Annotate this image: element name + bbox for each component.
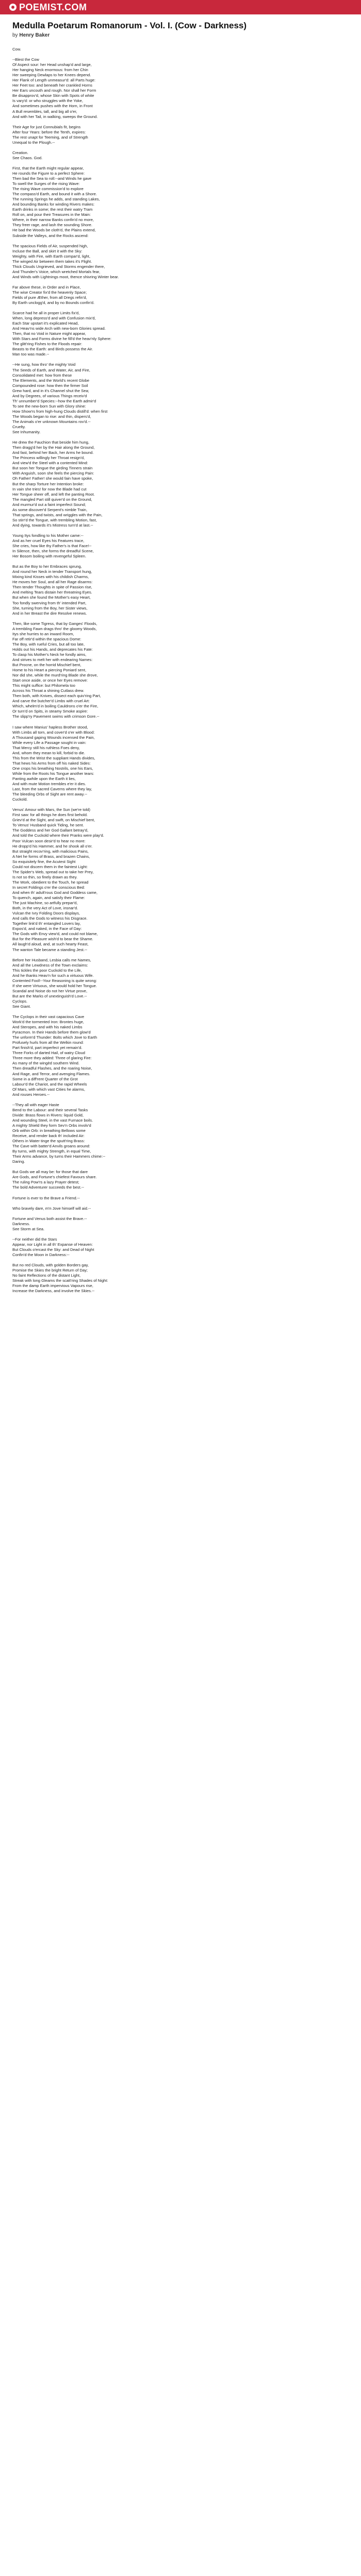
poem-line: Bend to the Labour: and their several Tasks (12, 1107, 88, 1112)
poem-line: With Anguish, soon she feels the piercing Pain: (12, 471, 94, 476)
poem-line: And Steropes, and with his naked Limbs (12, 1025, 83, 1030)
byline-prefix: by (12, 32, 18, 38)
poem-line: The Cyclops in their vast capacious Cave (12, 1014, 85, 1020)
poem-line: Where, in their narrow Banks confin'd no more, (12, 217, 94, 223)
poem-line: While from the Roots his Tongue another tears: (12, 771, 94, 776)
poem-line: Pyracmon. In their Hands before them glow'd (12, 1030, 91, 1035)
poem-line: Daring. (12, 1159, 25, 1164)
poem-line: Then both, with Knives, dissect each quiv'ring Part, (12, 693, 101, 699)
poem-line: While every Life a Passage sought in vain: (12, 740, 87, 745)
poem-line: Then tender Thoughts in spite of Passion rise, (12, 585, 92, 590)
stanza (12, 244, 351, 280)
poem-line: Promise the Skies the bright Return of Day; (12, 1267, 88, 1273)
poem-line: A Net he forms of Brass, and brazen Chains, (12, 854, 90, 859)
poem-line: Then, that no Void in Nature might appear, (12, 331, 86, 336)
poem-line: And Thunder's Voice, which wretched Mortals fear, (12, 269, 101, 274)
poem-line: The spacious Fields of Air, suspended high, (12, 243, 88, 248)
poem-line: Venus' Amour with Mars, the Sun (we're told) (12, 807, 91, 812)
poem-line: Griev'd at the Sight, and swift, on Mischief bent, (12, 818, 95, 823)
poem-line: But Procne, on the horrid Mischief bent, (12, 663, 81, 668)
poem-line: Far above these, in Order and in Place, (12, 284, 81, 290)
stanza (12, 1263, 351, 1294)
stanza (12, 1216, 351, 1232)
poem-line: And wounding Steel, in the vast Furnace boils. (12, 1117, 93, 1123)
poem-line: From the damp Earth impervious Vapours rise, (12, 1283, 93, 1289)
poem-line: Both, in the very Act of Love, insnar'd. (12, 906, 78, 911)
stanza (12, 1237, 351, 1258)
poem-line: The Work, obedient to the Touch, he spread (12, 879, 89, 885)
poem-line: Then dragg'd her by the Hair along the Ground, (12, 445, 95, 450)
poem-line: But are the Marks of unextinguish'd Love.-- (12, 993, 87, 998)
poem-line: --For neither did the Stars (12, 1236, 57, 1242)
poem-line: Weighty, with Fire, with Earth compar'd, light, (12, 253, 90, 259)
poem-line: Mixing kind Kisses with his childish Charms, (12, 574, 89, 580)
poem-line: The winged Air between them takes it's Flight. (12, 259, 92, 264)
stanza (12, 362, 351, 435)
stanza (12, 166, 351, 239)
poem-line: The Boy, with rueful Cries, but all too late, (12, 641, 85, 647)
poem-line: Earth drinks in some; the rest their watry Tram (12, 207, 93, 212)
poem-line: Three more they added: Three of glaring Fire: (12, 1056, 92, 1061)
poem-line: He dropp'd his Hammer, and he shook all o'er. (12, 843, 93, 849)
poem-line: Confin'd the Moon in Darkness:-- (12, 1252, 70, 1257)
poem-line: Which, whelm'd in boiling Cauldrons o'er the Fire, (12, 704, 99, 709)
poem-line: The Princess willingly her Throat resign'd, (12, 455, 85, 461)
poem-line: He moves her Soul, and all her Rage disarms: (12, 580, 93, 585)
stanza (12, 958, 351, 1009)
poem-line: Cuckold. (12, 797, 28, 802)
poem-line: Subside the Valleys, and the Rocks ascend: (12, 233, 89, 238)
poem-line: Roll on, and pour their Treasures in the Main: (12, 212, 91, 217)
poem-line: A Bull resembles, tall, and big all o'er, (12, 109, 77, 114)
poem-line: Receive, and render back th' included Air: (12, 1133, 85, 1139)
poem-line: Part finish'd, part imperfect yet remain'd. (12, 1045, 83, 1050)
poem-line: A mighty Shield they form Sev'n Orbs involv'd (12, 1123, 91, 1128)
poem-line: And calls the Gods to witness his Disgrace. (12, 916, 88, 921)
stanza (12, 57, 351, 120)
stanza (12, 440, 351, 528)
poem-line: Others in Water tinge the sputt'ring Brass: (12, 1139, 85, 1144)
stanza (12, 47, 351, 52)
poem-line: The Animals o'er unknown Mountains rov'd.-- (12, 419, 91, 424)
poem-line: Grew hard, and in it's Channel shut the Sea; (12, 388, 89, 393)
poem-line: In secret Foldings o'er the conscious Bed: (12, 885, 85, 890)
poem-line: The compass'd Earth, and bound it with a Shore. (12, 192, 97, 197)
poem-line: And rouses Heroes.-- (12, 1092, 50, 1097)
poem-line: The bleeding Orbs of Sight are rent away.-- (12, 792, 88, 797)
top-bar (0, 0, 361, 14)
poem-line: The Cave with batter'd Anvils groans around: (12, 1144, 90, 1149)
poem-line: Their Age for just Connubials fit, begins (12, 124, 81, 129)
stanza (12, 621, 351, 720)
poem-line: And by Degrees, of various Things receiv'd (12, 393, 87, 398)
poem-line: Contented Fool!--Your Reasoning is quite wrong: (12, 978, 97, 983)
poem-line: How Show'rs from high-hung Clouds distill'd: when first (12, 409, 108, 414)
stanza (12, 1206, 351, 1211)
poem-line: Her Feet too: and beneath her crankled Horns (12, 83, 92, 88)
poem-line: And melting Tears distain her threatning Eyes. (12, 590, 92, 595)
poem-line: No faint Reflections of the distant Light, (12, 1273, 81, 1278)
poem-line: Creation. (12, 150, 28, 155)
poem-line: The bold Adventurer succeeds the best.-- (12, 1185, 84, 1190)
logo-icon (9, 4, 17, 11)
poem-line: She, turning from the Boy, her Sister views, (12, 605, 88, 611)
poem-line: Each Star upstart it's explicated Head, (12, 321, 79, 326)
poem-line: Start once aside, or once her Eyes remove: (12, 678, 88, 683)
main-content (0, 14, 361, 1294)
author-link[interactable]: Henry Baker (19, 32, 50, 38)
poem-line: The unform'd Thunder: Bolts which Jove to Earth (12, 1035, 97, 1040)
poem-line: And all the Lewdness of the Town exclaims: (12, 962, 88, 968)
poem-line: Across his Throat a shining Cutlass drew. (12, 688, 85, 693)
poem-line: Together link'd th' entangled Lovers lay, (12, 921, 81, 926)
poem-line: Labour'd the Chariot, and the rapid Wheels (12, 1081, 87, 1087)
poem-line: Poor Vulcan soon desir'd to hear no more: (12, 838, 86, 843)
poem-line: She cries, how like thy Father's is that Face!-- (12, 544, 92, 549)
poem-line: He drew the Fauchion that beside him hung, (12, 440, 90, 445)
poem-line: Thick Clouds Ungrieved, and Storms engender there, (12, 264, 105, 269)
poem-line: Consolidated met: how from these (12, 372, 72, 378)
poem-line: --Blest the Cow (12, 57, 39, 62)
poem-line: To clasp his Mother's Neck he fondly aims, (12, 652, 87, 657)
poem-line: The just Machine, so artfully prepar'd, (12, 901, 78, 906)
stanza (12, 1170, 351, 1190)
poem-line: But for the Pleasure wish'd to bear the Shame. (12, 937, 93, 942)
poem-line: That springs, and twists, and wriggles with the Pain, (12, 512, 103, 517)
poem-line: Some in a diff'rent Quarter of the Grot (12, 1076, 78, 1081)
poem-line: The Elements, and the World's recent Globe (12, 378, 90, 383)
poem-line: Before her Husband, Lesbia calls me Names, (12, 957, 91, 962)
poem-line: First saw: for all things he does first behold. (12, 812, 88, 818)
poem-line: Her Ears uncouth and rough. Nor shall her Form (12, 88, 96, 93)
poem-line: But Clouds o'ercast the Sky: and Dead of Night (12, 1247, 94, 1252)
poem-line: To quench, again, and satisfy their Flame: (12, 895, 85, 901)
poem-line: And, whom they mean to kill, forbid to die. (12, 750, 85, 755)
poem-line: And sometimes pushes with the Horn, in Front (12, 104, 93, 109)
poem-line: That Mercy still his ruthless Foes deny, (12, 745, 80, 750)
poem-line: He bad the Woods be cloth'd, the Plains extend, (12, 228, 96, 233)
poem-line: And in her Breast the dire Resolve renews. (12, 611, 87, 616)
poem-line: Then dreadful Flashes, and the roaring Noise, (12, 1066, 92, 1071)
poem-line: Who bravely dare, m'n Jove himself will aid.-- (12, 1206, 91, 1211)
poem-line: Beasts to the Earth: and Birds possess the Air. (12, 347, 93, 352)
poem-line: The slipp'ry Pavement swims with crimson Gore.-- (12, 714, 100, 719)
poem-line: Then bad the Sea to roll:--and Winds he gave (12, 176, 92, 181)
poem-line: Her Tongue sheer off, and left the panting Root. (12, 492, 95, 497)
poem-line: Are Gods, and Fortune's chiefest Favours share. (12, 1175, 97, 1180)
poem-line: Orb within Orb: in breathing Bellows some (12, 1128, 86, 1133)
byline (12, 32, 351, 39)
poem-line: That hews his Arms from off his naked Sides: (12, 760, 91, 766)
poem-line: The wanton Tale became a standing Jest.-- (12, 947, 88, 952)
poem-line: Increase the Darkness, and involve the Skies.-- (12, 1289, 95, 1294)
poem-line: One crops his breathing Nostrils, one his Ears, (12, 766, 93, 771)
poem-line: The Spider's Web, spread out to take her Prey, (12, 869, 94, 874)
poem-line: The rising Wave commission'd to explore (12, 187, 84, 192)
poem-line: A Thousand gaping Wounds incensed the Pain, (12, 735, 95, 740)
poem-line: But the sharp Torture her Intention broke: (12, 481, 84, 486)
poem-line: Her Flank of Length unmeasur'd: all Parts huge: (12, 78, 96, 83)
poem-line: Streak with long Gleams the scatt'ring Shades of Night: (12, 1278, 108, 1283)
poem-line: By turns, with mighty Strength, in equal Time, (12, 1149, 91, 1154)
poem-line: But as the Boy to her Embraces sprung, (12, 564, 82, 569)
poem-line: With Limbs all torn, and cover'd o'er with Blood: (12, 730, 95, 735)
poem-line: Too fondly swerving from th' intended Part, (12, 600, 87, 605)
poem-line: Oh Father! Father! she would fain have spoke, (12, 476, 93, 481)
poem-line: Her sweeping Dewlaps to her Knees depend. (12, 73, 91, 78)
poem-line: And Winds with Lightnings moot, thence shivring Winter bear. (12, 274, 119, 279)
stanza (12, 564, 351, 616)
poem-line: So exquisitely fine, the Acutest Sight (12, 859, 76, 864)
poem-line: And dying, towards it's Mistress turn'd at last.-- (12, 522, 93, 528)
poem-line: Or turn'd on Spits, in steamy Smoke aspire: (12, 709, 88, 714)
poem-line: To swell the Surges of the rising Wave: (12, 181, 80, 187)
poem-line: Divide: Brass flows in Rivers: liquid Gold, (12, 1112, 84, 1117)
poem-line: To see the new-born Sun with Glory shine: (12, 403, 86, 409)
poem-line: The wise Creator fix'd the heavenly Space; (12, 290, 87, 295)
poem-line: The rest unapt for Teeming, and of Strength (12, 134, 88, 140)
poem-line: He rounds the Figure to a perfect Sphere: (12, 171, 85, 176)
poem-line: And when th' adult'rous God and Goddess came, (12, 890, 98, 895)
poem-line: But soon her Tongue the girding Tinners strain (12, 466, 93, 471)
poem-line: When, long depress'd and with Confusion mix'd, (12, 316, 96, 321)
poem-line: But when she found the Mother's easy Heart, (12, 595, 91, 600)
poem-line: Expos'd, and naked, in the Face of Day: (12, 926, 82, 931)
poem-line: Panting awhile upon the Earth it lies, (12, 776, 76, 781)
site-logo[interactable] (9, 2, 87, 13)
poem-line: This from the Wrist the suppliant Hands divides, (12, 755, 95, 760)
poem-line: Appear, nor Light in all th' Expanse of Heaven: (12, 1242, 93, 1247)
poem-line: And fast, behind her Back, her Arms he bound. (12, 450, 94, 455)
poem-line: The mangled Part still quiver'd on the Ground, (12, 497, 92, 502)
poem-line: Cow. (12, 47, 21, 52)
poem-line: Is not so thin, so finely drawn as they. (12, 874, 78, 879)
stanza (12, 725, 351, 803)
poem-line: As some discover'd Serpent's nimble Train, (12, 507, 88, 512)
poem-line: Th' unnumber'd Species:--how the Earth admir'd (12, 398, 96, 403)
poem-line: And as her cruel Eyes his Features trace, (12, 538, 85, 543)
poem-line: And view'd the Steel with a contented Mind: (12, 461, 88, 466)
poem-line: The Gods with Envy view'd, and could not blame, (12, 931, 98, 937)
poem-line: Unequal to the Plough.-- (12, 140, 55, 145)
poem-line: Scarce had he all in proper Limits fix'd, (12, 311, 80, 316)
poem-line: Fortune and Venus both assist the Brave.-- (12, 1216, 87, 1221)
poem-title: Medulla Poetarum Romanorum - Vol. I. (Cow - Darkness) (12, 21, 247, 30)
poem-line: With Stars and Forms divine he fill'd the heav'nly Sphere: (12, 336, 111, 342)
poem-line: Fields of pure Æther, from all Dregs refin'd, (12, 295, 87, 300)
poem-line: This tickles the poor Cuckold to the Life, (12, 968, 82, 973)
poem-line: Itys she hurries to an inward Room, (12, 631, 74, 636)
poem-line: Be disapprov'd, whose Skin with Spots of white (12, 93, 94, 98)
poem-line: And murmur'd out a faint imperfect Sound; (12, 502, 86, 507)
poem-line: Vulcan the Ivry Folding Doors displays, (12, 911, 80, 916)
poem-line: Then, like some Tigress, that by Ganges' Floods, (12, 621, 97, 626)
stanza (12, 150, 351, 161)
poem-line: And with mute Motion trembles e'er it dies. (12, 782, 86, 787)
poem-line: As many of the wingèd southern Wind. (12, 1061, 80, 1066)
poem-line: To Venus' Husband quick Tiding, he sent. (12, 823, 84, 828)
poem-line: The Goddess and her God Gallant betray'd, (12, 828, 89, 833)
poem-line: The running Springs he adds, and standing Lakes, (12, 197, 100, 202)
poem-line: So stirr'd the Tongue, with trembling Motion, fast, (12, 517, 97, 522)
poem-line: Far off retir'd within the spacious Dome: (12, 636, 81, 641)
poem-line: And bounding Banks for winding Rivers makes: (12, 202, 95, 207)
poem-line: If she were Virtuous, she would hold her Tongue. (12, 983, 97, 988)
poem-line: Scandal and Noise do not her Virtue prove, (12, 988, 88, 993)
poem-line: --He sung, how thro' the mighty Void (12, 362, 76, 367)
poem-line: Of Aspect sour: her Head unshap'd and large, (12, 62, 92, 67)
stanza (12, 285, 351, 306)
stanza (12, 1196, 351, 1201)
poem-line: Their Arms advance, by turns their Hammers chime:-- (12, 1154, 106, 1159)
logo-text: POEMIST.COM (19, 2, 87, 12)
poem-line: But straight recov'ring, with malicious Pains, (12, 849, 89, 854)
stanza (12, 1103, 351, 1165)
poem-line: Young Itys fondling to his Mother came:-- (12, 533, 84, 538)
poem-line: Three Forks of darted Hail, of watry Cloud (12, 1050, 85, 1056)
poem-body (12, 47, 351, 1294)
poem-line: See Giant. (12, 1004, 31, 1009)
poem-line: And carve the butcher'd Limbs with cruel Art: (12, 699, 90, 704)
stanza (12, 533, 351, 559)
poem-line: After four Years: before the Tenth, expires: (12, 129, 86, 134)
poem-line: Is vary'd: or who struggles with the Yoke, (12, 98, 83, 104)
poem-line: A trembling Fawn drags thro' the gloomy Woods, (12, 626, 97, 631)
poem-line: By Earth unclogg'd, and by no Bounds confin'd. (12, 300, 95, 306)
poem-line: See Inhumanity. (12, 430, 41, 435)
poem-line: Profusely hurls from all the Welkin round: (12, 1040, 84, 1045)
poem-line: I saw where Manius' hapless Brother stood, (12, 724, 88, 730)
poem-line: Holds out his Hands, and deprecates his Fate: (12, 647, 93, 652)
poem-line: All laugh'd aloud, and, at such hearty Feast, (12, 942, 89, 947)
poem-line: See Storm at Sea. (12, 1226, 45, 1231)
poem-line: The glitt'ring Fishes to the Floods repair: (12, 342, 83, 347)
poem-line: But Gods we all may be: for those that dare (12, 1170, 88, 1175)
poem-line: The ruling Pow'rs a lazy Prayer detest; (12, 1180, 79, 1185)
poem-line: Home to his Heart a piercing Poniard sent, (12, 668, 87, 673)
poem-line: Fortune is ever to the Brave a Friend.-- (12, 1195, 80, 1200)
stanza (12, 1014, 351, 1097)
poem-line: Her hanging Neck enormous: from her Chin (12, 67, 88, 73)
poem-line: In Silence, then, she forms the dreadful Scene, (12, 549, 94, 554)
poem-line: See Chaos. God. (12, 155, 43, 160)
poem-line: And with her Tail, in walking, sweeps the Ground. (12, 114, 98, 119)
poem-line: Last, from the sacred Caverns where they lay, (12, 787, 92, 792)
poem-line: In vain she tries! for now the Blade had cut (12, 486, 87, 492)
poem-line: And strives to melt her with endearing Names: (12, 657, 93, 662)
poem-line: They freer rage, and lash the sounding Shore. (12, 223, 92, 228)
poem-line: This might suffice: but Philomela too (12, 683, 75, 688)
poem-line: Could not discern them in the faintest Light: (12, 864, 88, 869)
poem-line: Work'd the tormented Iron: Brontes huge, (12, 1020, 84, 1025)
poem-line: And he thanks Heav'n for such a virtuous Wife. (12, 973, 94, 978)
poem-line: Cruelty. (12, 425, 26, 430)
stanza (12, 807, 351, 952)
poem-line: First, that the Earth might regular appear, (12, 165, 84, 171)
poem-line: Her Bosom boiling with revengeful Spleen. (12, 554, 87, 559)
poem-line: The Seeds of Earth, and Water, Air, and Fire, (12, 367, 90, 372)
poem-line: Of Mars, with which vast Cities he alarms, (12, 1087, 85, 1092)
poem-line: Nor did she, while the murd'ring Blade she drove, (12, 673, 98, 678)
poem-line: And round her Neck in tender Transport hung, (12, 569, 92, 574)
poem-line: And Heav'ns wide Arch with new-born Glories spread. (12, 326, 106, 331)
poem-line: Man too was made.-- (12, 352, 50, 357)
stanza (12, 125, 351, 145)
poem-line: But no red Clouds, with golden Borders gay, (12, 1262, 89, 1267)
poem-line: Darkness. (12, 1221, 30, 1226)
poem-line: And told the Cuckold where their Pranks were play'd. (12, 833, 104, 838)
poem-line: And Rage, and Terror, and avenging Flames. (12, 1071, 90, 1076)
poem-line: The Woods began to rise: and thin, dispers'd, (12, 414, 91, 419)
poem-line: Compounded rose: how then the firmer Soil (12, 383, 88, 388)
poem-line: --They all with eager Haste (12, 1102, 59, 1107)
poem-line: Incluse the Ball, and skirt it with the Sky: (12, 248, 83, 253)
poem-line: Cyclops. (12, 998, 28, 1004)
stanza (12, 311, 351, 357)
